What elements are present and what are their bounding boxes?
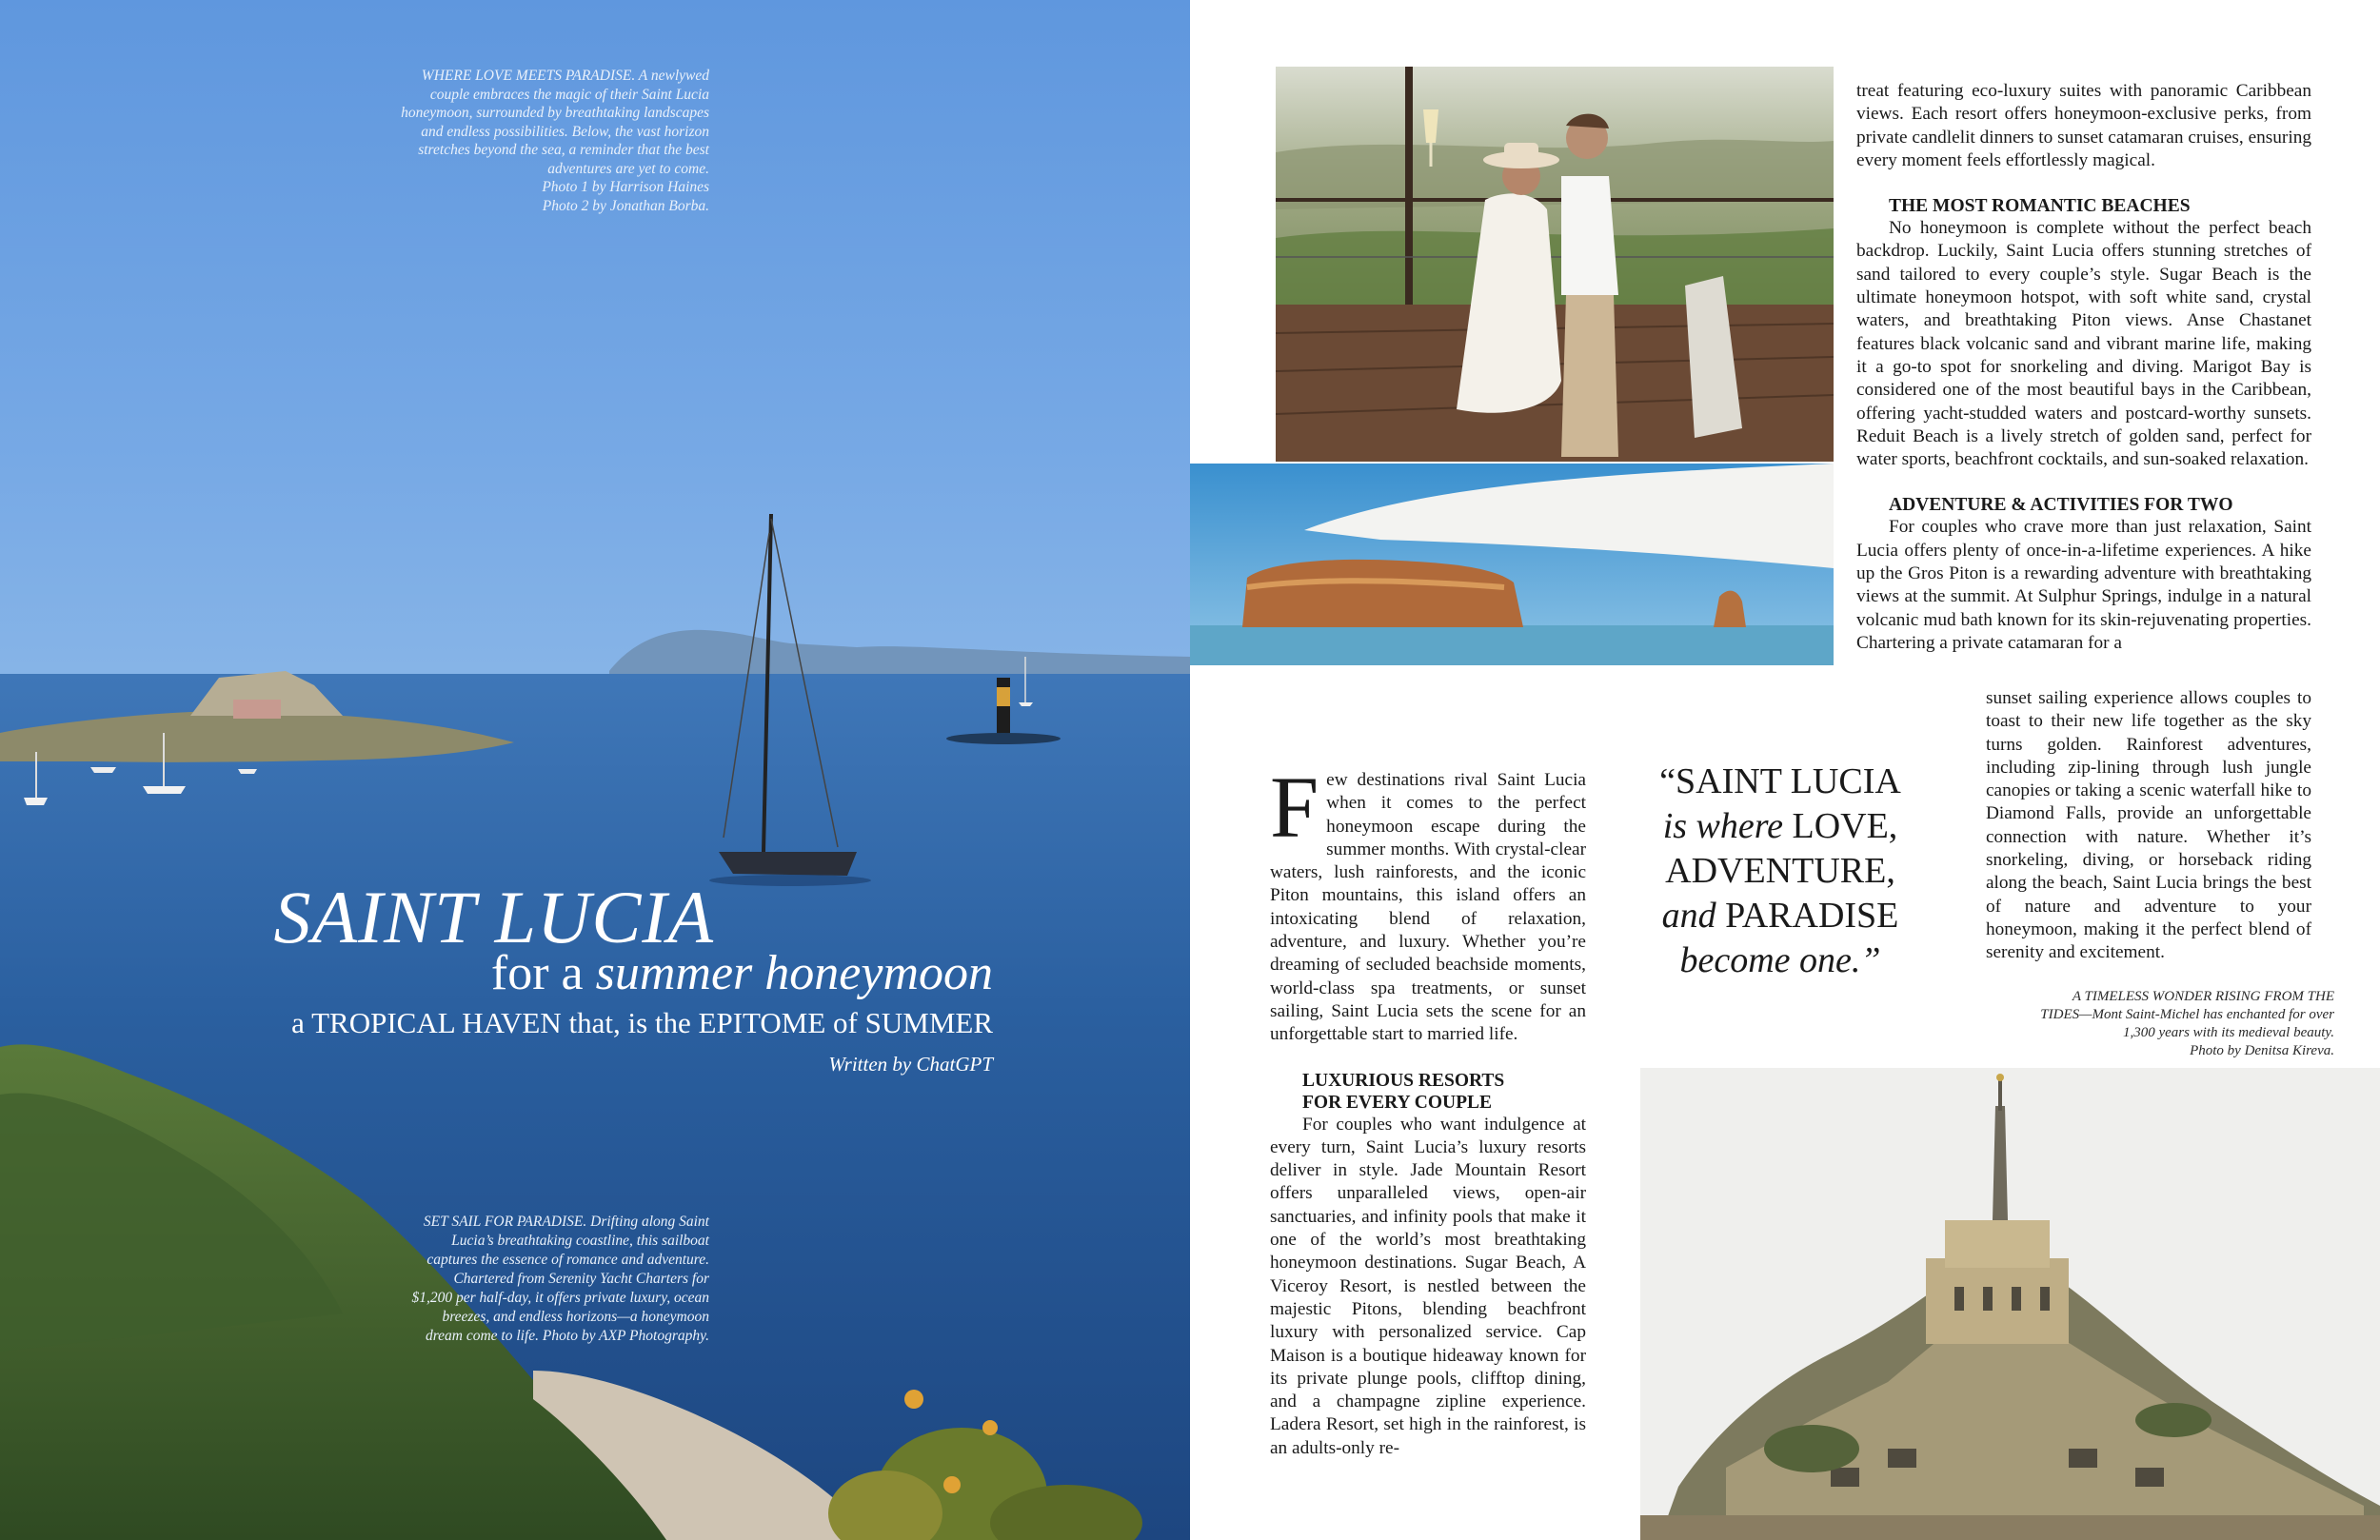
caption-abbey-photo <box>1973 988 2334 1060</box>
resorts-paragraph-continued: treat featuring eco-luxury suites with panoramic Caribbean views. Each resort offers honeymoon-exclusive perks, from private candlelit dinners to sunset catamaran cruises, ensuring every moment feels effortlessly magical. <box>1856 81 2311 170</box>
caption-line: honeymoon, surrounded by breathtaking landscapes <box>401 105 709 121</box>
caption-line: adventures are yet to come. <box>547 160 709 177</box>
adventure-paragraph-a: For couples who crave more than just relaxation, Saint Lucia offers plenty of once-in-a-lifetime experiences. A hike up the Gros Piton is a rewarding adventure with breathtaking views at the summit. At Sulphur Springs, indulge in a natural volcanic mud bath known for its skin-rejuvenating properties. Chartering a private catamaran for a <box>1856 517 2311 653</box>
quote-italic: and <box>1661 896 1716 936</box>
quote-line: “SAINT LUCIA <box>1659 761 1901 801</box>
heading-resorts-line1: LUXURIOUS RESORTS <box>1302 1070 1505 1091</box>
couple-illustration <box>1276 67 1834 462</box>
caption-line: TIDES—Mont Saint-Michel has enchanted for over <box>2040 1007 2334 1022</box>
title-subtitle <box>491 947 993 1000</box>
heading-resorts-line2: FOR EVERY COUPLE <box>1302 1092 1493 1113</box>
caption-line: stretches beyond the sea, a reminder that the best <box>418 142 709 158</box>
caption-line: SET SAIL FOR PARADISE. Drifting along Saint <box>423 1214 709 1230</box>
byline: Written by ChatGPT <box>828 1053 993 1076</box>
beaches-paragraph: No honeymoon is complete without the perfect beach backdrop. Luckily, Saint Lucia offers stunning stretches of sand tailored to every couple’s style. Sugar Beach is the ultimate honeymoon hotspot, with soft white sand, crystal waters, and breathtaking Piton views. Anse Chastanet features black volcanic sand and vibrant marine life, making it a go-to spot for snorkeling and diving. Marigot Bay is considered one of the most beautiful bays in the Caribbean, offering yacht-studded waters and postcard-worthy sunsets. Reduit Beach is a lively stretch of golden sand, perfect for water sports, beachfront cocktails, and sun-soaked relaxation. <box>1856 218 2311 470</box>
abbey-illustration <box>1640 1068 2380 1540</box>
caption-couple-photo <box>328 67 709 215</box>
rock-illustration <box>1190 464 1834 665</box>
subtitle-italic: summer honeymoon <box>595 946 993 1000</box>
article-intro-column <box>1270 759 1586 1460</box>
quote-line: ADVENTURE, <box>1665 851 1895 891</box>
quote-line: become one.” <box>1679 940 1881 980</box>
couple-photo <box>1276 67 1834 462</box>
title-tagline: a TROPICAL HAVEN that, is the EPITOME of SUMMER <box>291 1006 993 1039</box>
caption-credit: Photo by Denitsa Kireva. <box>2190 1043 2334 1058</box>
heading-beaches: THE MOST ROMANTIC BEACHES <box>1889 196 2191 217</box>
mont-saint-michel-photo <box>1640 1068 2380 1540</box>
quote-line <box>1618 804 1942 849</box>
adventure-paragraph-b: sunset sailing experience allows couples to toast to their new life together as the sky turns golden. Rainforest adventures, including zip-lining through lush jungle canopies or taking a scenic waterfall hike to Diamond Falls, provide an unforgettable connection with nature. Whether it’s snorkeling, diving, or horseback riding along the beach, Saint Lucia brings the best of nature and adventure to your honeymoon, making it the perfect blend of serenity and excitement. <box>1986 688 2311 963</box>
caption-line: $1,200 per half-day, it offers private luxury, ocean <box>411 1290 709 1306</box>
caption-line: A TIMELESS WONDER RISING FROM THE <box>2072 989 2334 1004</box>
intro-paragraph <box>1270 759 1586 1047</box>
rock-coast-photo <box>1190 464 1834 665</box>
resorts-paragraph: For couples who want indulgence at every turn, Saint Lucia’s luxury resorts deliver in style. Jade Mountain Resort offers unparalleled views, open-air sanctuaries, and infinity pools that make it one of the world’s most breathtaking honeymoon destinations. Sugar Beach, A Viceroy Resort, is nestled between the majestic Pitons, blending beachfront luxury with personalized service. Cap Maison is a boutique hideaway known for its private plunge pools, clifftop dining, and a champagne zipline experience. Ladera Resort, set high in the rainforest, is an adults-only re- <box>1270 1114 1586 1458</box>
caption-credit: Photo 1 by Harrison Haines <box>542 179 709 195</box>
caption-line: 1,300 years with its medieval beauty. <box>2122 1025 2334 1040</box>
title-saint-lucia: SAINT LUCIA <box>273 876 714 958</box>
article-right-column <box>1856 80 2311 655</box>
caption-line: dream come to life. Photo by AXP Photography. <box>425 1328 709 1344</box>
caption-line: WHERE LOVE MEETS PARADISE. A newlywed <box>421 68 709 84</box>
caption-sailboat-photo <box>328 1213 709 1346</box>
intro-text: ew destinations rival Saint Lucia when it comes to the perfect honeymoon escape during the summer months. With crystal-clear waters, lush rainforests, and the iconic Piton mountains, this island offers an intoxicating blend of relaxation, adventure, and luxury. Whether you’re dreaming of secluded beachside moments, world-class spa treatments, or sunset sailing, Saint Lucia sets the scene for an unforgettable start to married life. <box>1270 770 1586 1045</box>
quote-line <box>1618 894 1942 938</box>
caption-line: Lucia’s breathtaking coastline, this sailboat <box>451 1233 709 1249</box>
quote-text: LOVE, <box>1783 806 1898 846</box>
caption-line: and endless possibilities. Below, the vast horizon <box>421 123 709 140</box>
caption-line: breezes, and endless horizons—a honeymoon <box>442 1309 709 1325</box>
caption-line: Chartered from Serenity Yacht Charters for <box>453 1271 709 1287</box>
caption-credit: Photo 2 by Jonathan Borba. <box>542 197 709 214</box>
pull-quote <box>1618 760 1942 983</box>
caption-line: captures the essence of romance and adventure. <box>426 1252 709 1268</box>
heading-adventure: ADVENTURE & ACTIVITIES FOR TWO <box>1889 495 2233 516</box>
article-right-column-continued <box>1986 687 2311 965</box>
dropcap-letter: F <box>1270 759 1319 856</box>
subtitle-prefix: for a <box>490 946 596 1000</box>
quote-italic: is where <box>1662 806 1783 846</box>
quote-text: PARADISE <box>1716 896 1899 936</box>
caption-line: couple embraces the magic of their Saint Lucia <box>429 86 709 103</box>
